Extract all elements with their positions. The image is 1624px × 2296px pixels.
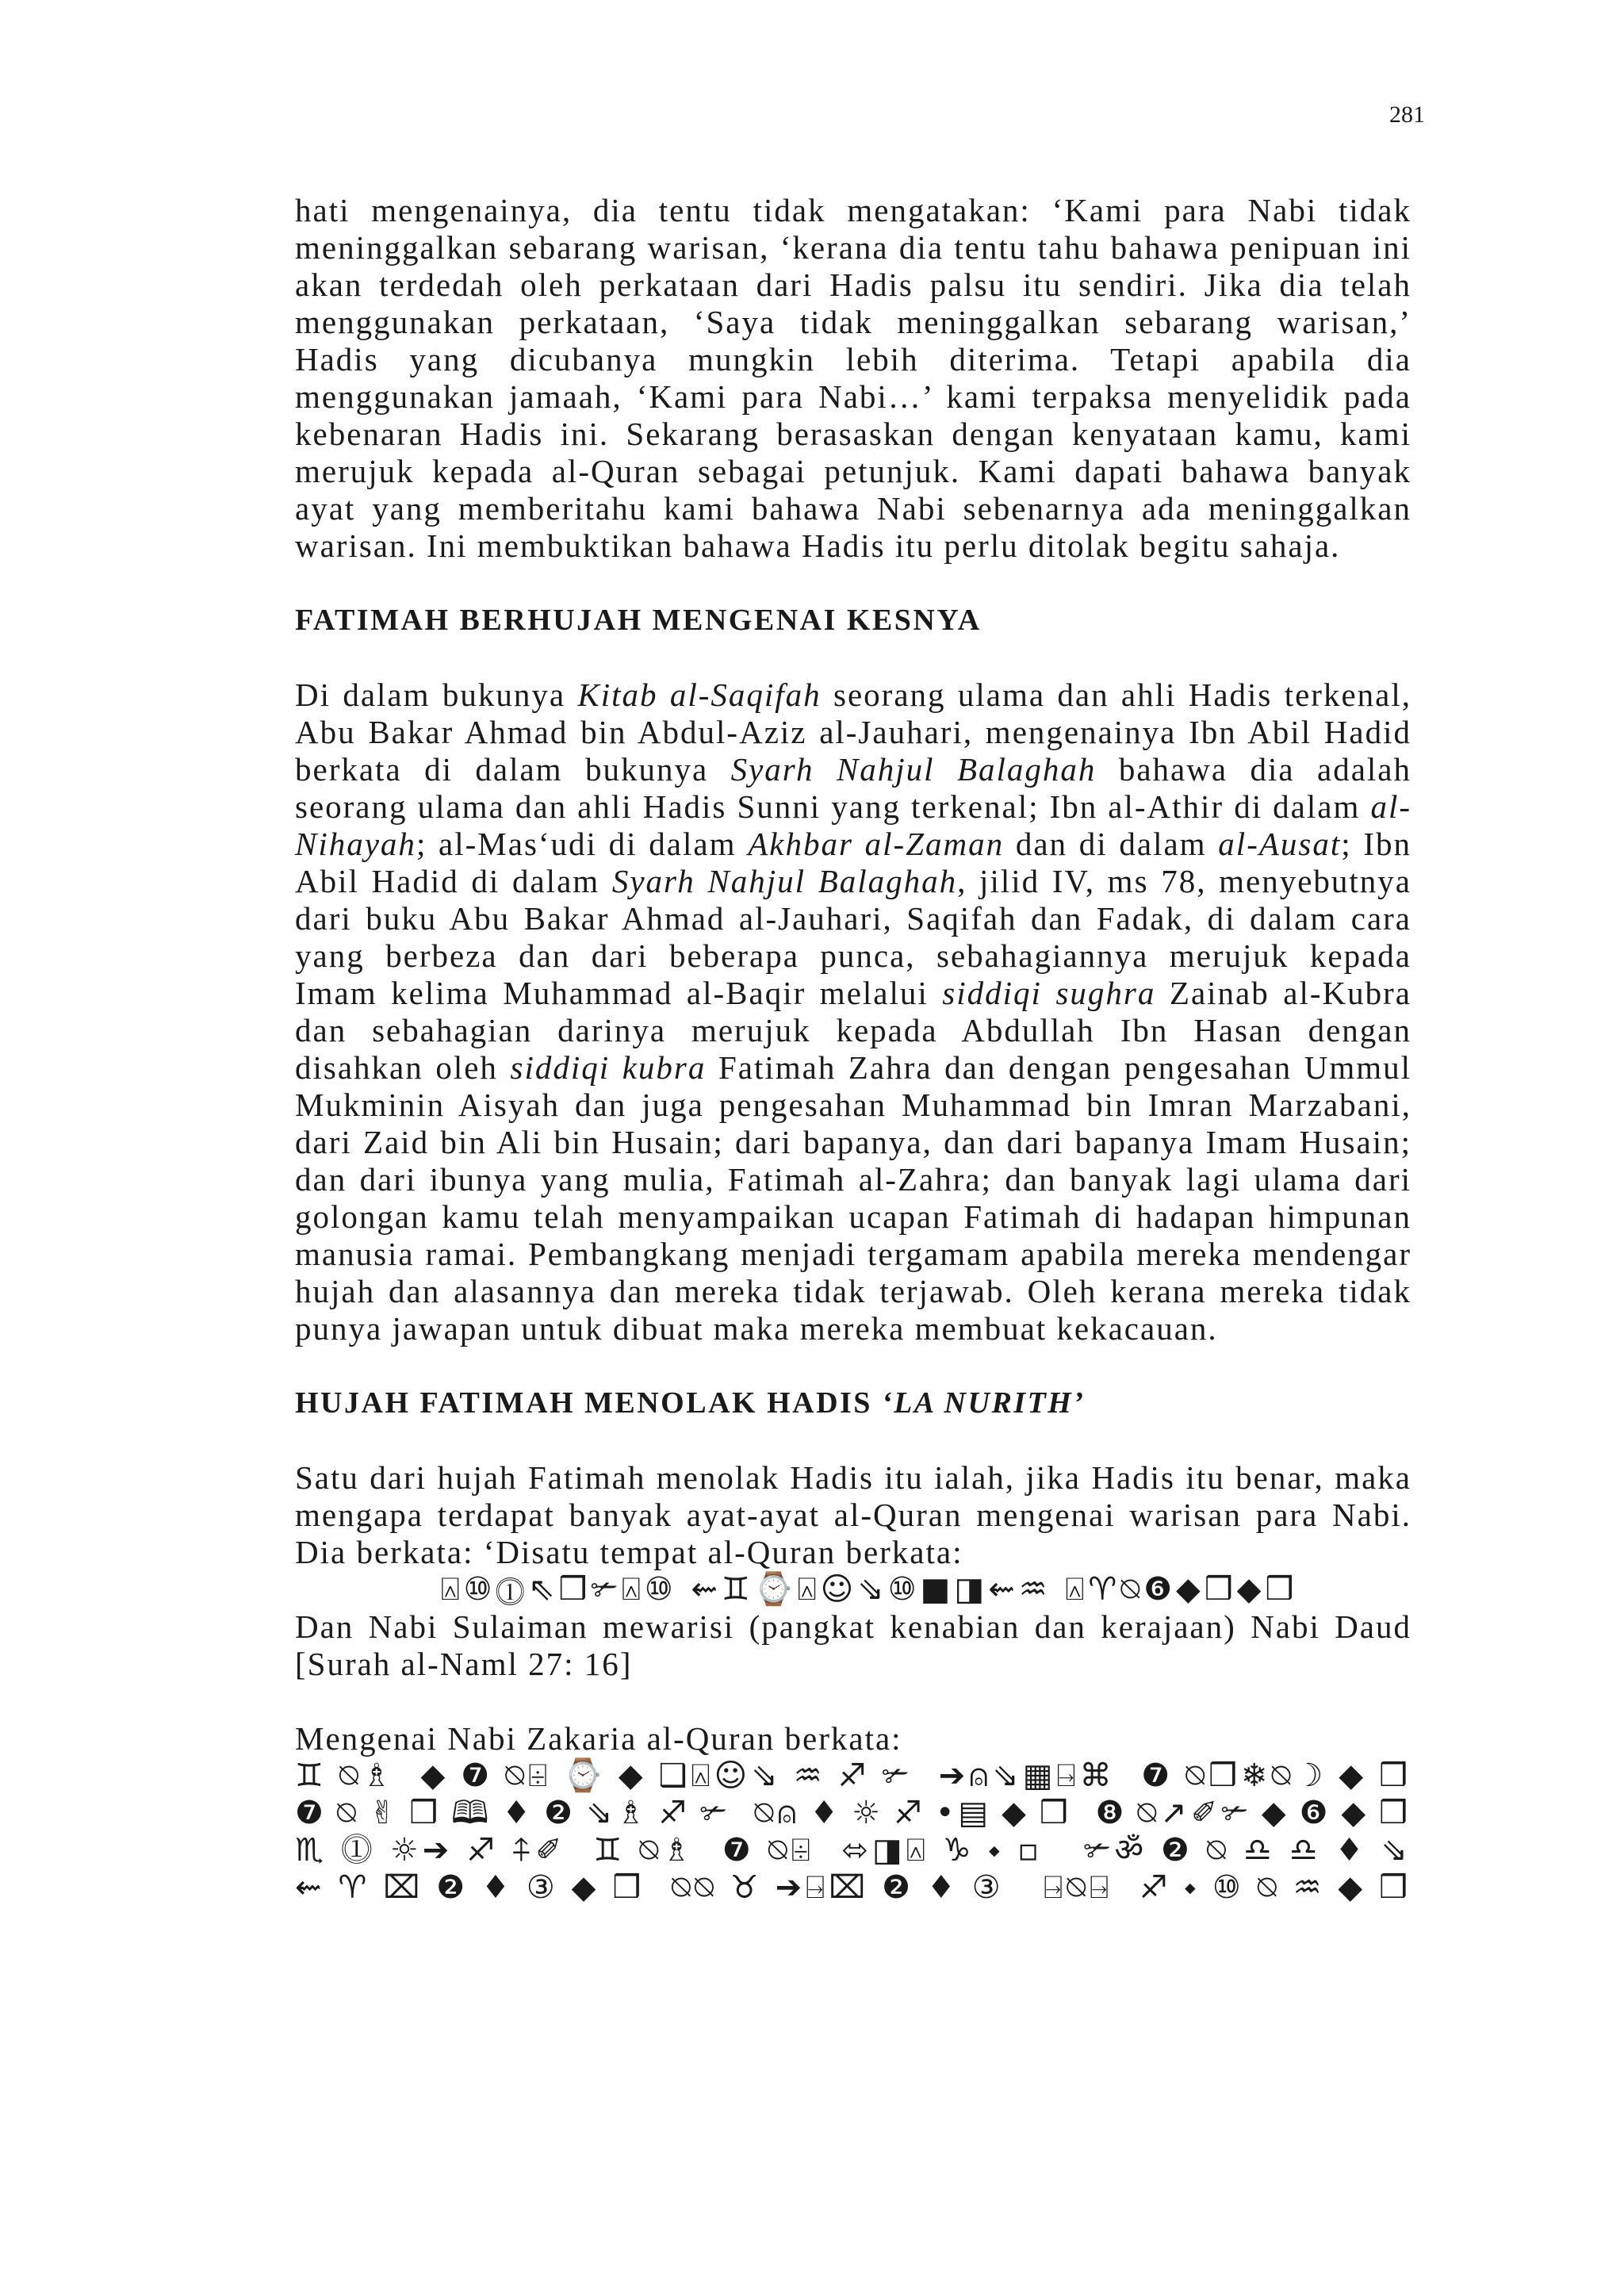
text-run: dan di dalam	[1004, 826, 1219, 862]
book-title: Kitab al-Saqifah	[577, 677, 822, 713]
heading-text: HUJAH FATIMAH MENOLAK HADIS	[295, 1386, 882, 1420]
paragraph-hujah: Satu dari hujah Fatimah menolak Hadis itu ialah, jika Hadis itu benar, maka mengapa terdapat banyak ayat-ayat al-Quran mengenai warisan para Nabi. Dia berkata: ‘Disatu tempat al-Quran berkata:	[295, 1459, 1411, 1570]
glyph-line: ⇜♈⌧❷♦③◆❒ ⍉⍉♉➔⍈⌧❷♦③ ⍈⍉⍈ ♐⬩⑩⍉♒◆❒	[295, 1869, 1411, 1906]
page-body	[295, 192, 1411, 1907]
honorific-term: siddiqi kubra	[510, 1049, 707, 1086]
page-number: 281	[1389, 102, 1425, 128]
book-title: Syarh Nahjul Balaghah	[730, 751, 1097, 788]
glyph-line: ❼⍉✌❒🕮♦❷⇘♗♐✃ ⍉⍝♦☼♐•▤◆❒ ❽⍉↗✐✃◆❻◆❒	[295, 1795, 1411, 1831]
book-title: Akhbar al-Zaman	[748, 826, 1005, 862]
glyph-line: ♏⓵☼➔♐⍏✐ ♊⍉♗ ❼⍉⌹ ⬄◨⍓♑⬩▫ ✃ॐ❷⍉♎♎♦⇘	[295, 1832, 1411, 1869]
text-run: , jilid IV, ms 78, menyebutnya dari buku Abu Bakar Ahmad al-Jauhari, Saqifah dan Fadak, di dalam cara yang berbeza dan dari beberapa punca, sebahagiannya merujuk kepada Imam kelima Muhammad al-Baqir melalui	[295, 863, 1411, 1011]
section-heading-hujah-fatimah	[295, 1385, 1411, 1422]
text-run: Zainab al-Kubra dan sebahagian darinya merujuk kepada Abdullah Ibn Hasan dengan disahkan oleh	[295, 975, 1411, 1086]
verse-translation: Dan Nabi Sulaiman mewarisi (pangkat kenabian dan kerajaan) Nabi Daud [Surah al-Naml 27: 16]	[295, 1608, 1411, 1682]
book-title: Syarh Nahjul Balaghah	[611, 863, 958, 899]
section-heading-fatimah-berhujah: FATIMAH BERHUJAH MENGENAI KESNYA	[295, 604, 982, 637]
paragraph-saqifah	[295, 677, 1411, 1347]
text-run: bahawa dia adalah seorang ulama dan ahli Hadis Sunni yang terkenal; Ibn al-Athir di dalam	[295, 751, 1411, 825]
heading-italic-text: ‘LA NURITH’	[881, 1386, 1086, 1420]
text-run: Fatimah Zahra dan dengan pengesahan Ummul Mukminin Aisyah dan juga pengesahan Muhammad bin Imran Marzabani, dari Zaid bin Ali bin Husain; dari bapanya, dan dari bapanya Imam Husain; dan dari ibunya yang mulia, Fatimah al-Zahra; dan banyak lagi ulama dari golongan kamu telah menyampaikan ucapan Fatimah di hadapan himpunan manusia ramai. Pembangkang menjadi tergamam apabila mereka mendengar hujah dan alasannya dan mereka tidak terjawab. Oleh kerana mereka tidak punya jawapan untuk dibuat maka mereka membuat kekacauan.	[295, 1049, 1411, 1347]
paragraph-zakaria: Mengenai Nabi Zakaria al-Quran berkata:	[295, 1720, 902, 1757]
quran-verse-glyphs: ⍓⑩⓵⇖❒✃⍓⑩ ⇜♊⌚⍓☺⇘⑩■◨⇜♒ ⍓♈⍉❻◆❒◆❒	[440, 1571, 1298, 1608]
text-run: Di dalam bukunya	[295, 677, 578, 713]
book-title: al-Nihayah	[295, 788, 1411, 862]
glyph-line: ♊⍉♗ ◆❼⍉⌹⌚◆❑⍓☺⇘♒♐✃ ➔⍝⇘▦⍈⌘ ❼⍉❒❄⍉☽◆❒	[295, 1757, 1411, 1794]
honorific-term: siddiqi sughra	[942, 975, 1156, 1011]
quran-verse-glyph-block	[295, 1757, 1411, 1907]
book-title: al-Ausat	[1218, 826, 1342, 862]
text-run: seorang ulama dan ahli Hadis terkenal, Abu Bakar Ahmad bin Abdul-Aziz al-Jauhari, mengenainya Ibn Abil Hadid berkata di dalam bukunya	[295, 677, 1411, 788]
text-run: ; Ibn Abil Hadid di dalam	[295, 826, 1412, 899]
paragraph-intro: hati mengenainya, dia tentu tidak mengatakan: ‘Kami para Nabi tidak meninggalkan sebarang warisan, ‘kerana dia tentu tahu bahawa penipuan ini akan terdedah oleh perkataan dari Hadis palsu itu sendiri. Jika dia telah menggunakan perkataan, ‘Saya tidak meninggalkan sebarang warisan,’ Hadis yang dicubanya mungkin lebih diterima. Tetapi apabila dia menggunakan jamaah, ‘Kami para Nabi…’ kami terpaksa menyelidik pada kebenaran Hadis ini. Sekarang berasaskan dengan kenyataan kamu, kami merujuk kepada al-Quran sebagai petunjuk. Kami dapati bahawa banyak ayat yang memberitahu kami bahawa Nabi sebenarnya ada meninggalkan warisan. Ini membuktikan bahawa Hadis itu perlu ditolak begitu sahaja.	[295, 192, 1411, 564]
text-run: ; al-Mas‘udi di dalam	[416, 826, 749, 862]
